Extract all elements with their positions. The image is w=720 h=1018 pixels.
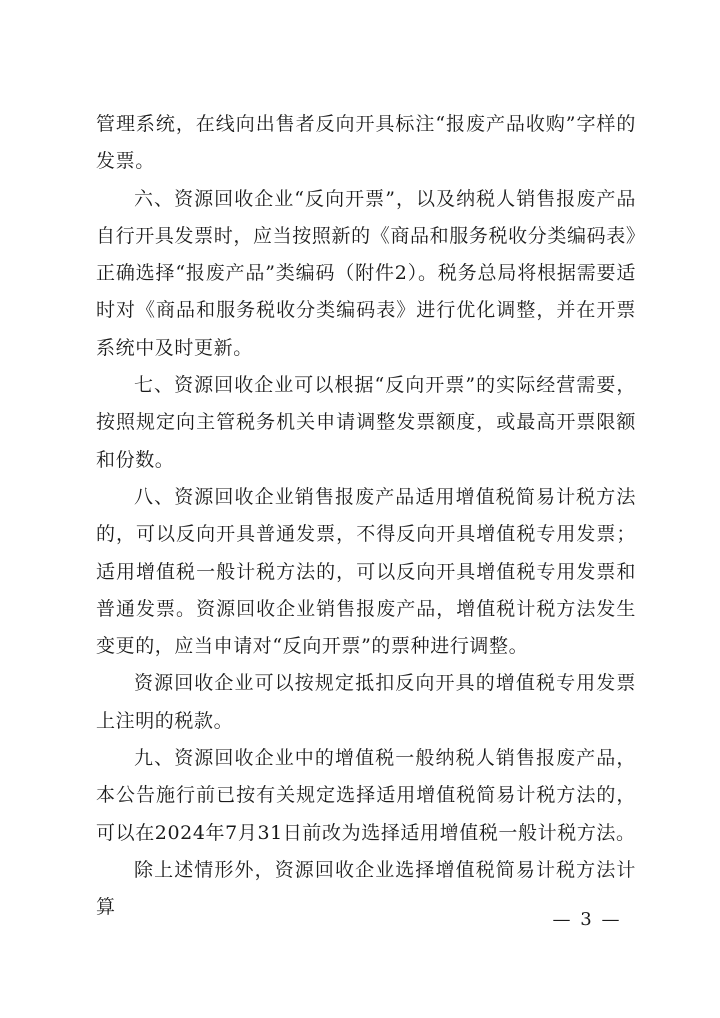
paragraph-item-7: 七、资源回收企业可以根据“反向开票”的实际经营需要，按照规定向主管税务机关申请调整发票额度，或最高开票限额和份数。 bbox=[96, 374, 636, 471]
paragraph-item-9: 九、资源回收企业中的增值税一般纳税人销售报废产品，本公告施行前已按有关规定选择适用增值税简易计税方法的，可以在2024年7月31日前改为选择适用增值税一般计税方法。 bbox=[96, 747, 636, 844]
body-text bbox=[96, 106, 636, 927]
paragraph-item-8-deduction: 资源回收企业可以按规定抵扣反向开具的增值税专用发票上注明的税款。 bbox=[96, 672, 636, 732]
page-number: — 3 — bbox=[552, 909, 622, 930]
paragraph-item-6: 六、资源回收企业“反向开票”，以及纳税人销售报废产品自行开具发票时，应当按照新的《商品和服务税收分类编码表》正确选择“报废产品”类编码（附件2）。税务总局将根据需要适时对《商品和服务税收分类编码表》进行优化调整，并在开票系统中及时更新。 bbox=[96, 187, 636, 359]
paragraph-item-8: 八、资源回收企业销售报废产品适用增值税简易计税方法的，可以反向开具普通发票，不得反向开具增值税专用发票；适用增值税一般计税方法的，可以反向开具增值税专用发票和普通发票。资源回收企业销售报废产品，增值税计税方法发生变更的，应当申请对“反向开票”的票种进行调整。 bbox=[96, 485, 636, 658]
paragraph-continuation: 管理系统，在线向出售者反向开具标注“报废产品收购”字样的发票。 bbox=[96, 113, 636, 173]
paragraph-item-9-other: 除上述情形外，资源回收企业选择增值税简易计税方法计算 bbox=[96, 858, 636, 919]
